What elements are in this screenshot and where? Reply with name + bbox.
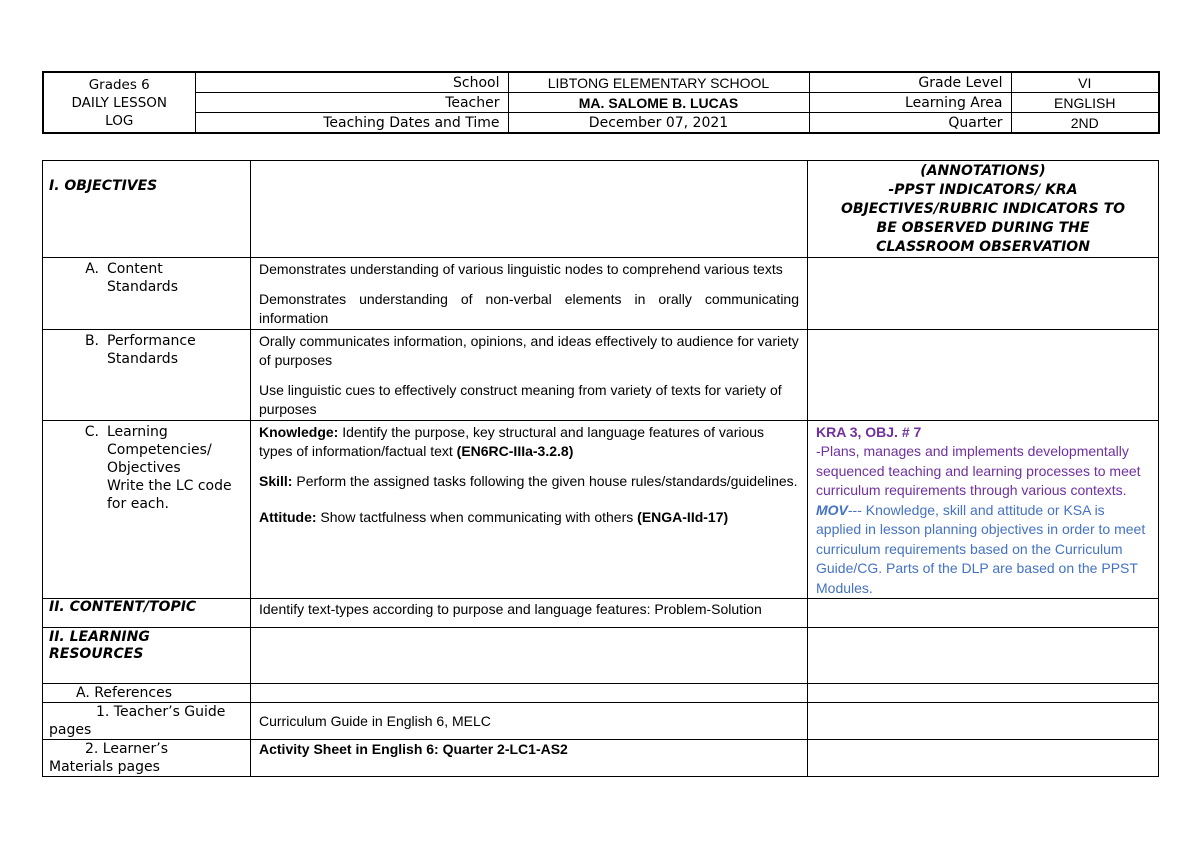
content-standards-text <box>251 258 808 330</box>
label-line: 1. Teacher’s Guide <box>96 704 226 720</box>
learners-materials-value: Activity Sheet in English 6: Quarter 2-LC1-AS2 <box>251 740 808 777</box>
learning-resources-heading <box>43 628 251 684</box>
annotations-heading-line: CLASSROOM OBSERVATION <box>876 239 1090 255</box>
kra-indicator: KRA 3, OBJ. # 7 <box>816 423 922 440</box>
references-label: A. References <box>43 684 251 703</box>
learning-competencies-text <box>251 420 808 599</box>
label-line: 2. Learner’s <box>85 741 169 757</box>
annotations-heading-line: OBJECTIVES/RUBRIC INDICATORS TO <box>840 201 1126 217</box>
content-topic-annotation <box>808 599 1159 628</box>
objectives-empty-cell <box>251 161 808 258</box>
label-line: Write the LC code <box>107 477 232 494</box>
label-line: Competencies/ <box>107 441 212 458</box>
annotations-heading-line: BE OBSERVED DURING THE <box>876 220 1090 236</box>
content-standard-item: Demonstrates understanding of various linguistic nodes to comprehend various texts <box>259 261 783 277</box>
dll-title <box>43 72 195 133</box>
quarter-label: Quarter <box>809 113 1011 134</box>
label-line: Performance <box>107 332 196 349</box>
grade-level-value: VI <box>1011 72 1159 93</box>
skill-objective <box>259 472 799 492</box>
content-standard-item: Demonstrates understanding of non-verbal elements in orally communicating information <box>259 290 799 326</box>
learners-materials-label <box>43 740 251 777</box>
teachers-guide-annotation <box>808 703 1159 740</box>
teacher-label: Teacher <box>195 93 508 113</box>
objectives-heading: I. OBJECTIVES <box>43 161 251 258</box>
label-line: Materials pages <box>49 759 160 775</box>
performance-standards-label <box>43 329 251 420</box>
content-topic-heading: II. CONTENT/TOPIC <box>43 599 251 628</box>
skill-text: Perform the assigned tasks following the given house rules/standards/guidelines. <box>292 472 798 489</box>
heading-line: RESOURCES <box>49 646 144 662</box>
heading-line: II. LEARNING <box>49 629 150 645</box>
performance-standard-item: Use linguistic cues to effectively construct meaning from variety of texts for variety of purposes <box>259 381 782 417</box>
lesson-table <box>42 160 1159 777</box>
learners-materials-annotation <box>808 740 1159 777</box>
learning-area-label: Learning Area <box>809 93 1011 113</box>
kra-description: -Plans, manages and implements developmentally sequenced teaching and learning processes to meet curriculum requirements through various contexts. <box>816 443 1141 498</box>
header-table <box>42 71 1160 134</box>
mov-label: MOV <box>816 501 848 518</box>
content-topic-text: Identify text-types according to purpose and language features: Problem-Solution <box>251 599 808 628</box>
teachers-guide-value: Curriculum Guide in English 6, MELC <box>251 703 808 740</box>
dll-title-line: Grades 6 <box>88 76 150 93</box>
learning-resources-annotation <box>808 628 1159 684</box>
mov-note <box>816 501 1150 599</box>
annotations-heading <box>808 161 1159 258</box>
label-line: Learning <box>107 423 168 440</box>
dates-label: Teaching Dates and Time <box>195 113 508 134</box>
learning-competencies-annotation <box>808 420 1159 599</box>
label-line: Standards <box>107 350 178 367</box>
item-letter: C. <box>84 423 99 440</box>
learning-resources-empty-cell <box>251 628 808 684</box>
annotations-heading-line: (ANNOTATIONS) <box>920 163 1046 179</box>
item-letter: B. <box>84 332 99 349</box>
grade-level-label: Grade Level <box>809 72 1011 93</box>
quarter-value: 2ND <box>1011 113 1159 134</box>
dll-title-line: LOG <box>105 112 134 129</box>
skill-label: Skill: <box>259 472 293 489</box>
dll-title-line: DAILY LESSON <box>71 94 168 111</box>
teacher-value: MA. SALOME B. LUCAS <box>508 93 809 113</box>
attitude-label: Attitude: <box>259 509 317 525</box>
label-line: Standards <box>107 279 178 295</box>
learning-competencies-label <box>43 420 251 599</box>
annotations-heading-line: -PPST INDICATORS/ KRA <box>888 182 1078 198</box>
school-value: LIBTONG ELEMENTARY SCHOOL <box>508 72 809 93</box>
performance-standards-text <box>251 329 808 420</box>
performance-standard-item: Orally communicates information, opinions, and ideas effectively to audience for variety of purposes <box>259 332 799 368</box>
references-empty-cell <box>251 684 808 703</box>
attitude-objective <box>259 508 799 528</box>
label-line: for each. <box>107 495 169 512</box>
label-line: pages <box>49 722 92 738</box>
knowledge-objective <box>259 423 799 462</box>
attitude-text: Show tactfulness when communicating with others <box>316 509 638 525</box>
school-label: School <box>195 72 508 93</box>
content-standards-label <box>43 258 251 330</box>
attitude-code: (ENGA-IId-17) <box>637 509 729 525</box>
dates-value: December 07, 2021 <box>508 113 809 134</box>
knowledge-label: Knowledge: <box>259 423 339 440</box>
teachers-guide-label <box>43 703 251 740</box>
content-standards-annotation <box>808 258 1159 330</box>
learning-area-value: ENGLISH <box>1011 93 1159 113</box>
knowledge-text: Identify the purpose, key structural and language features of various types of information/factual text <box>259 423 765 459</box>
mov-text: --- Knowledge, skill and attitude or KSA is applied in lesson planning objectives in order to meet curriculum requirements based on the Curriculum Guide/CG. Parts of the DLP are based on the PPST Modules. <box>816 501 1146 596</box>
label-line: Content <box>107 261 163 277</box>
item-letter: A. <box>85 261 99 277</box>
performance-standards-annotation <box>808 329 1159 420</box>
references-annotation <box>808 684 1159 703</box>
label-line: Objectives <box>107 459 181 476</box>
knowledge-code: (EN6RC-IIIa-3.2.8) <box>456 443 574 459</box>
